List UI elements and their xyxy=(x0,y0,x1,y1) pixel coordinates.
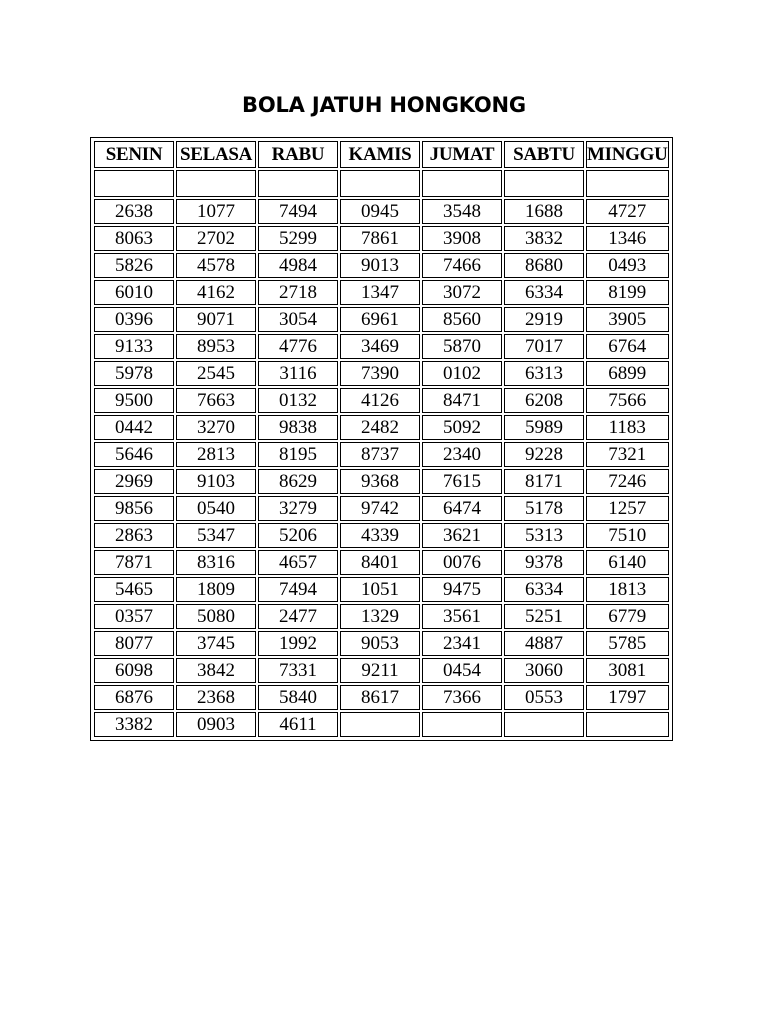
blank-cell xyxy=(504,170,584,197)
table-cell: 9133 xyxy=(94,334,174,359)
table-cell: 2813 xyxy=(176,442,256,467)
table-cell: 7494 xyxy=(258,199,338,224)
table-cell: 0357 xyxy=(94,604,174,629)
blank-cell xyxy=(94,170,174,197)
table-cell: 7466 xyxy=(422,253,502,278)
header-selasa: SELASA xyxy=(176,141,256,168)
table-cell: 6899 xyxy=(586,361,669,386)
table-cell: 5313 xyxy=(504,523,584,548)
table-cell: 2368 xyxy=(176,685,256,710)
table-cell: 3548 xyxy=(422,199,502,224)
results-table xyxy=(92,139,671,739)
table-cell: 6961 xyxy=(340,307,420,332)
table-row xyxy=(94,334,669,359)
table-cell: 4776 xyxy=(258,334,338,359)
table-row xyxy=(94,442,669,467)
page-title: BOLA JATUH HONGKONG xyxy=(242,93,526,117)
blank-cell xyxy=(176,170,256,197)
header-senin: SENIN xyxy=(94,141,174,168)
table-cell: 3621 xyxy=(422,523,502,548)
table-cell: 5299 xyxy=(258,226,338,251)
table-cell: 5080 xyxy=(176,604,256,629)
table-cell: 2969 xyxy=(94,469,174,494)
table-cell: 1346 xyxy=(586,226,669,251)
table-cell: 9103 xyxy=(176,469,256,494)
table-cell: 5978 xyxy=(94,361,174,386)
table-row xyxy=(94,280,669,305)
table-cell: 1183 xyxy=(586,415,669,440)
table-cell: 3905 xyxy=(586,307,669,332)
table-cell: 5870 xyxy=(422,334,502,359)
table-cell: 7494 xyxy=(258,577,338,602)
table-cell: 1809 xyxy=(176,577,256,602)
table-cell: 5347 xyxy=(176,523,256,548)
table-cell: 1051 xyxy=(340,577,420,602)
table-cell: 1257 xyxy=(586,496,669,521)
table-cell: 8737 xyxy=(340,442,420,467)
table-cell: 0132 xyxy=(258,388,338,413)
table-cell: 0102 xyxy=(422,361,502,386)
table-cell xyxy=(340,712,420,737)
table-cell: 0454 xyxy=(422,658,502,683)
table-header-row xyxy=(94,141,669,168)
table-cell: 9378 xyxy=(504,550,584,575)
table-cell: 3382 xyxy=(94,712,174,737)
table-row xyxy=(94,577,669,602)
table-cell: 2545 xyxy=(176,361,256,386)
table-cell: 6334 xyxy=(504,280,584,305)
table-cell: 9053 xyxy=(340,631,420,656)
table-cell: 4126 xyxy=(340,388,420,413)
table-cell: 6764 xyxy=(586,334,669,359)
table-cell: 3745 xyxy=(176,631,256,656)
header-rabu: RABU xyxy=(258,141,338,168)
blank-cell xyxy=(586,170,669,197)
table-cell: 5826 xyxy=(94,253,174,278)
table-row xyxy=(94,631,669,656)
table-row xyxy=(94,388,669,413)
table-cell: 8195 xyxy=(258,442,338,467)
header-sabtu: SABTU xyxy=(504,141,584,168)
table-cell: 5465 xyxy=(94,577,174,602)
table-cell: 0553 xyxy=(504,685,584,710)
table-cell: 1688 xyxy=(504,199,584,224)
table-cell: 8063 xyxy=(94,226,174,251)
table-row xyxy=(94,712,669,737)
blank-cell xyxy=(258,170,338,197)
table-cell: 5785 xyxy=(586,631,669,656)
table-cell: 1813 xyxy=(586,577,669,602)
table-cell: 8560 xyxy=(422,307,502,332)
table-cell: 1797 xyxy=(586,685,669,710)
header-kamis: KAMIS xyxy=(340,141,420,168)
table-cell: 8401 xyxy=(340,550,420,575)
table-cell: 0493 xyxy=(586,253,669,278)
table-cell: 8953 xyxy=(176,334,256,359)
table-cell: 6208 xyxy=(504,388,584,413)
table-row xyxy=(94,361,669,386)
header-minggu: MINGGU xyxy=(586,141,669,168)
table-cell: 7366 xyxy=(422,685,502,710)
table-row xyxy=(94,658,669,683)
table-cell xyxy=(586,712,669,737)
table-cell: 3561 xyxy=(422,604,502,629)
table-cell: 7510 xyxy=(586,523,669,548)
table-cell: 5646 xyxy=(94,442,174,467)
table-cell: 4611 xyxy=(258,712,338,737)
table-cell: 5251 xyxy=(504,604,584,629)
table-cell: 3832 xyxy=(504,226,584,251)
table-cell: 0396 xyxy=(94,307,174,332)
table-cell: 8171 xyxy=(504,469,584,494)
table-cell: 9742 xyxy=(340,496,420,521)
table-body xyxy=(94,170,669,737)
table-cell: 9500 xyxy=(94,388,174,413)
table-cell: 5206 xyxy=(258,523,338,548)
table-cell: 2341 xyxy=(422,631,502,656)
table-cell: 8471 xyxy=(422,388,502,413)
table-cell: 7246 xyxy=(586,469,669,494)
table-cell: 2340 xyxy=(422,442,502,467)
table-cell: 2718 xyxy=(258,280,338,305)
table-row xyxy=(94,469,669,494)
table-cell: 3842 xyxy=(176,658,256,683)
table-cell: 2863 xyxy=(94,523,174,548)
table-cell: 8199 xyxy=(586,280,669,305)
blank-row xyxy=(94,170,669,197)
table-cell: 7017 xyxy=(504,334,584,359)
table-cell: 6876 xyxy=(94,685,174,710)
table-row xyxy=(94,523,669,548)
table-cell: 6334 xyxy=(504,577,584,602)
table-cell xyxy=(504,712,584,737)
table-cell: 6779 xyxy=(586,604,669,629)
table-cell: 5840 xyxy=(258,685,338,710)
table-cell: 4657 xyxy=(258,550,338,575)
table-cell: 9368 xyxy=(340,469,420,494)
table-cell: 1347 xyxy=(340,280,420,305)
blank-cell xyxy=(422,170,502,197)
table-row xyxy=(94,307,669,332)
table-cell: 3054 xyxy=(258,307,338,332)
table-row xyxy=(94,685,669,710)
table-cell: 4578 xyxy=(176,253,256,278)
results-table-frame xyxy=(90,137,673,741)
table-cell: 0076 xyxy=(422,550,502,575)
table-cell: 1329 xyxy=(340,604,420,629)
table-cell: 9228 xyxy=(504,442,584,467)
table-row xyxy=(94,226,669,251)
table-row xyxy=(94,415,669,440)
table-cell: 7663 xyxy=(176,388,256,413)
table-cell: 4984 xyxy=(258,253,338,278)
table-cell: 9013 xyxy=(340,253,420,278)
table-cell: 6098 xyxy=(94,658,174,683)
table-cell: 3060 xyxy=(504,658,584,683)
table-cell: 7390 xyxy=(340,361,420,386)
table-cell: 3279 xyxy=(258,496,338,521)
table-cell: 3116 xyxy=(258,361,338,386)
table-cell: 9856 xyxy=(94,496,174,521)
table-cell: 3072 xyxy=(422,280,502,305)
table-cell: 1992 xyxy=(258,631,338,656)
table-cell: 4887 xyxy=(504,631,584,656)
table-cell: 2702 xyxy=(176,226,256,251)
table-cell: 6313 xyxy=(504,361,584,386)
table-cell: 5092 xyxy=(422,415,502,440)
table-cell: 3081 xyxy=(586,658,669,683)
header-jumat: JUMAT xyxy=(422,141,502,168)
table-cell: 8316 xyxy=(176,550,256,575)
table-cell: 5989 xyxy=(504,415,584,440)
table-cell: 3908 xyxy=(422,226,502,251)
table-cell: 7871 xyxy=(94,550,174,575)
table-cell: 9475 xyxy=(422,577,502,602)
table-row xyxy=(94,550,669,575)
table-cell: 0903 xyxy=(176,712,256,737)
table-cell: 2638 xyxy=(94,199,174,224)
table-cell: 2919 xyxy=(504,307,584,332)
table-cell: 8629 xyxy=(258,469,338,494)
blank-cell xyxy=(340,170,420,197)
table-cell: 8077 xyxy=(94,631,174,656)
table-cell: 7566 xyxy=(586,388,669,413)
table-cell: 6010 xyxy=(94,280,174,305)
table-cell: 4162 xyxy=(176,280,256,305)
table-cell: 8680 xyxy=(504,253,584,278)
table-cell: 1077 xyxy=(176,199,256,224)
table-cell: 7861 xyxy=(340,226,420,251)
table-cell: 0442 xyxy=(94,415,174,440)
table-cell: 0540 xyxy=(176,496,256,521)
table-cell: 2482 xyxy=(340,415,420,440)
table-cell: 9071 xyxy=(176,307,256,332)
table-cell: 4727 xyxy=(586,199,669,224)
table-row xyxy=(94,253,669,278)
table-row xyxy=(94,199,669,224)
table-row xyxy=(94,604,669,629)
table-cell: 9211 xyxy=(340,658,420,683)
table-cell: 4339 xyxy=(340,523,420,548)
table-cell: 9838 xyxy=(258,415,338,440)
table-cell: 3469 xyxy=(340,334,420,359)
table-cell: 6474 xyxy=(422,496,502,521)
table-cell: 8617 xyxy=(340,685,420,710)
table-cell: 3270 xyxy=(176,415,256,440)
table-row xyxy=(94,496,669,521)
table-cell: 7321 xyxy=(586,442,669,467)
table-cell: 5178 xyxy=(504,496,584,521)
table-cell: 0945 xyxy=(340,199,420,224)
table-cell: 2477 xyxy=(258,604,338,629)
table-cell: 6140 xyxy=(586,550,669,575)
table-cell xyxy=(422,712,502,737)
table-cell: 7331 xyxy=(258,658,338,683)
table-cell: 7615 xyxy=(422,469,502,494)
